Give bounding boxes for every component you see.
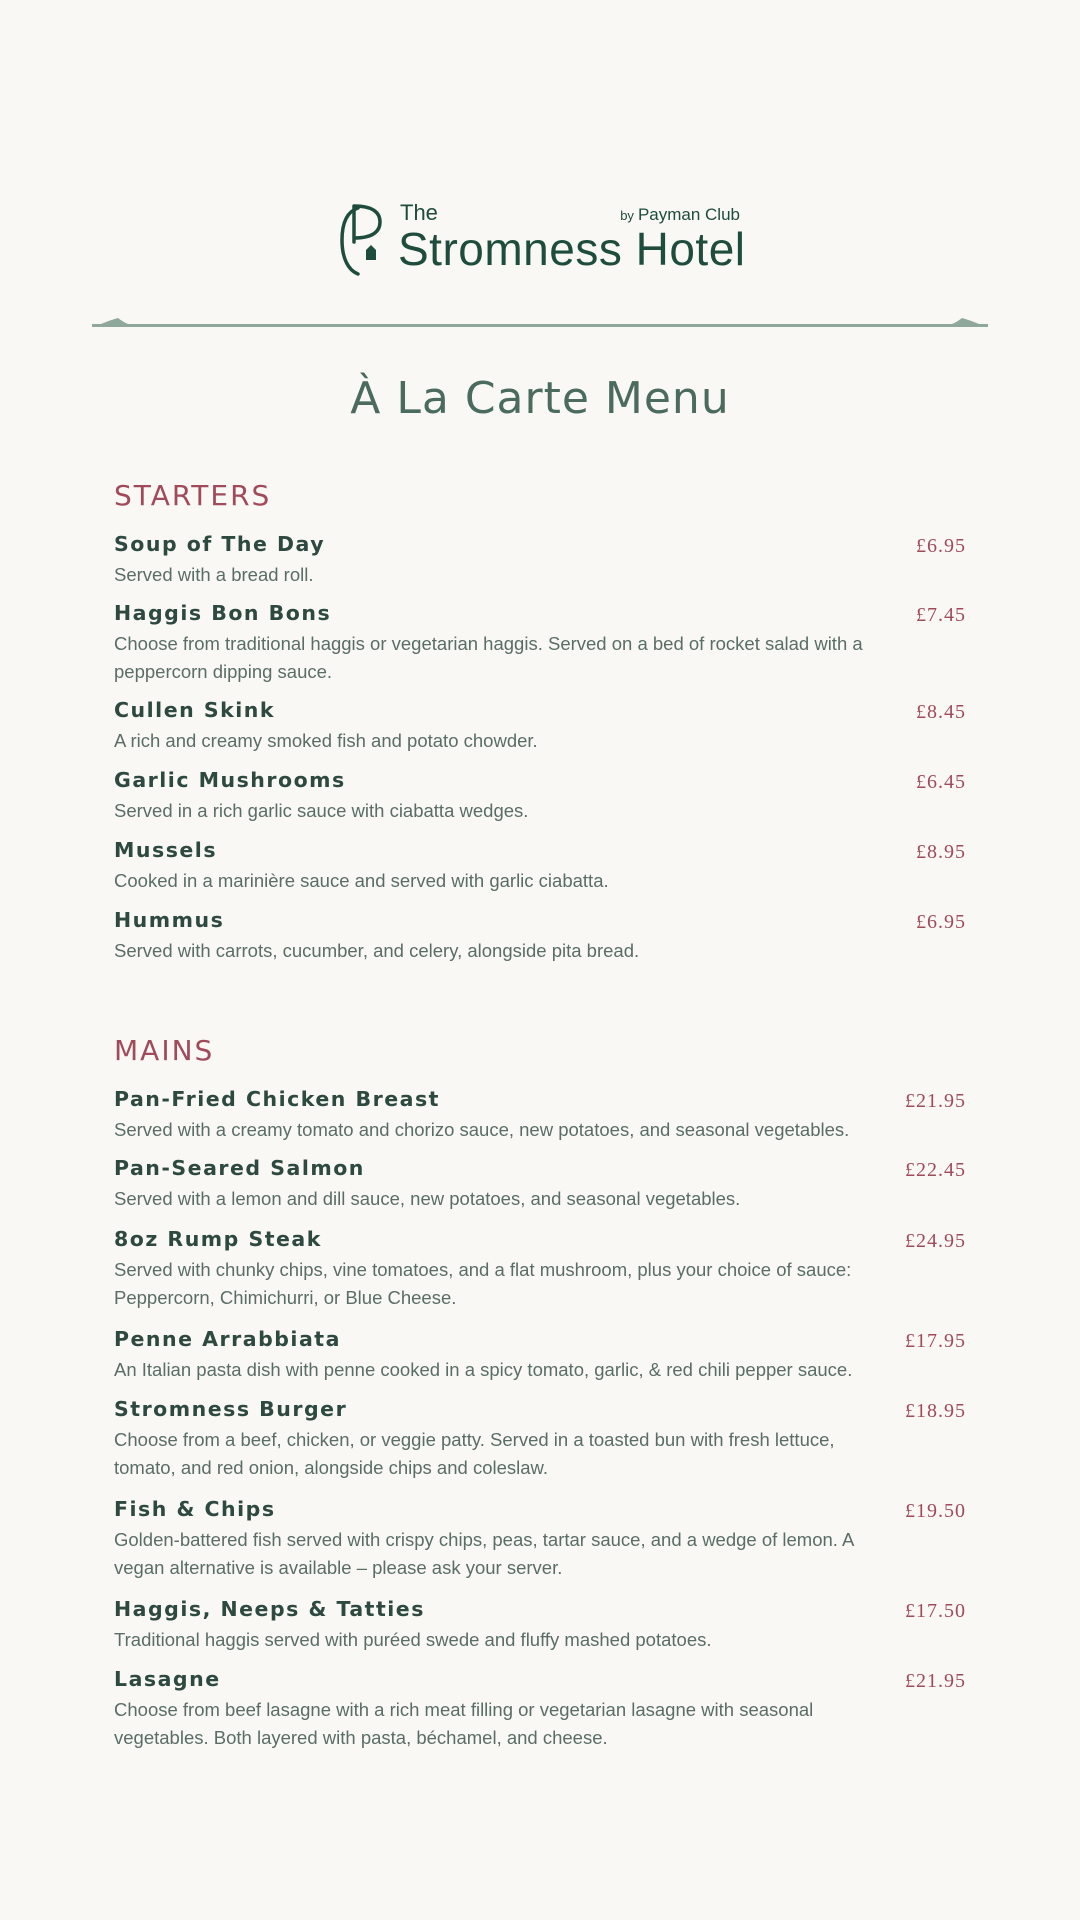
item-name: Cullen Skink <box>114 698 275 722</box>
menu-item <box>114 838 966 895</box>
item-price: £18.95 <box>905 1400 966 1422</box>
item-name: Garlic Mushrooms <box>114 768 346 792</box>
item-price: £21.95 <box>905 1090 966 1112</box>
item-description: Served with chunky chips, vine tomatoes, and a flat mushroom, plus your choice of sauce: Peppercorn, Chimichurri, or Blue Cheese. <box>114 1258 852 1308</box>
item-description: Served with a creamy tomato and chorizo sauce, new potatoes, and seasonal vegetables. <box>114 1118 850 1140</box>
item-name: Lasagne <box>114 1667 221 1691</box>
item-price: £8.95 <box>916 841 966 863</box>
item-price: £17.95 <box>905 1330 966 1352</box>
item-name: Mussels <box>114 838 218 862</box>
menu-item <box>114 1156 966 1213</box>
menu-item <box>114 532 966 589</box>
logo-hotel-name: Stromness Hotel <box>398 223 746 275</box>
item-description: Choose from a beef, chicken, or veggie patty. Served in a toasted bun with fresh lettuce, tomato, and red onion, alongside chips and coleslaw. <box>114 1428 835 1478</box>
menu-item <box>114 698 966 755</box>
menu-item <box>114 1227 966 1312</box>
item-description: Choose from beef lasagne with a rich meat filling or vegetarian lasagne with seasonal vegetables. Both layered with pasta, béchamel, and cheese. <box>114 1698 814 1748</box>
hotel-logo <box>338 200 748 282</box>
item-name: Stromness Burger <box>114 1397 348 1421</box>
item-description: Served with a lemon and dill sauce, new potatoes, and seasonal vegetables. <box>114 1187 741 1209</box>
menu-item <box>114 601 966 686</box>
item-price: £22.45 <box>905 1159 966 1181</box>
menu-item <box>114 1667 966 1752</box>
menu-item <box>114 908 966 965</box>
item-price: £19.50 <box>905 1500 966 1522</box>
item-price: £7.45 <box>916 604 966 626</box>
logo-monogram-icon <box>338 202 386 278</box>
item-description: Golden-battered fish served with crispy chips, peas, tartar sauce, and a wedge of lemon. A vegan alternative is available – please ask your server. <box>114 1528 854 1578</box>
item-name: Penne Arrabbiata <box>114 1327 341 1351</box>
logo-by: by <box>620 208 634 223</box>
menu-item <box>114 768 966 825</box>
item-description: Served in a rich garlic sauce with ciabatta wedges. <box>114 799 529 821</box>
item-description: Served with carrots, cucumber, and celery, alongside pita bread. <box>114 939 640 961</box>
item-description: A rich and creamy smoked fish and potato chowder. <box>114 729 538 751</box>
menu-item <box>114 1087 966 1144</box>
mains-heading: MAINS <box>114 1034 215 1067</box>
menu-item <box>114 1327 966 1384</box>
header-divider <box>92 316 988 330</box>
item-name: Haggis Bon Bons <box>114 601 332 625</box>
item-description: Choose from traditional haggis or vegetarian haggis. Served on a bed of rocket salad with a peppercorn dipping sauce. <box>114 632 863 682</box>
item-description: Cooked in a marinière sauce and served with garlic ciabatta. <box>114 869 609 891</box>
item-name: Hummus <box>114 908 225 932</box>
starters-heading: STARTERS <box>114 479 272 512</box>
item-price: £24.95 <box>905 1230 966 1252</box>
item-price: £21.95 <box>905 1670 966 1692</box>
item-name: Soup of The Day <box>114 532 326 556</box>
item-price: £17.50 <box>905 1600 966 1622</box>
item-name: Haggis, Neeps & Tatties <box>114 1597 425 1621</box>
logo-club: Payman Club <box>637 205 740 224</box>
item-description: Served with a bread roll. <box>114 563 314 585</box>
item-name: 8oz Rump Steak <box>114 1227 322 1251</box>
menu-item <box>114 1397 966 1482</box>
menu-item <box>114 1597 966 1654</box>
item-name: Pan-Fried Chicken Breast <box>114 1087 440 1111</box>
item-price: £6.95 <box>916 911 966 933</box>
page-title: À La Carte Menu <box>350 373 730 424</box>
item-price: £8.45 <box>916 701 966 723</box>
logo-byline <box>620 206 740 223</box>
item-price: £6.95 <box>916 535 966 557</box>
menu-item <box>114 1497 966 1582</box>
item-price: £6.45 <box>916 771 966 793</box>
logo-the: The <box>400 200 438 225</box>
item-description: Traditional haggis served with puréed swede and fluffy mashed potatoes. <box>114 1628 712 1650</box>
item-description: An Italian pasta dish with penne cooked in a spicy tomato, garlic, & red chili pepper sauce. <box>114 1358 853 1380</box>
item-name: Fish & Chips <box>114 1497 276 1521</box>
item-name: Pan-Seared Salmon <box>114 1156 365 1180</box>
